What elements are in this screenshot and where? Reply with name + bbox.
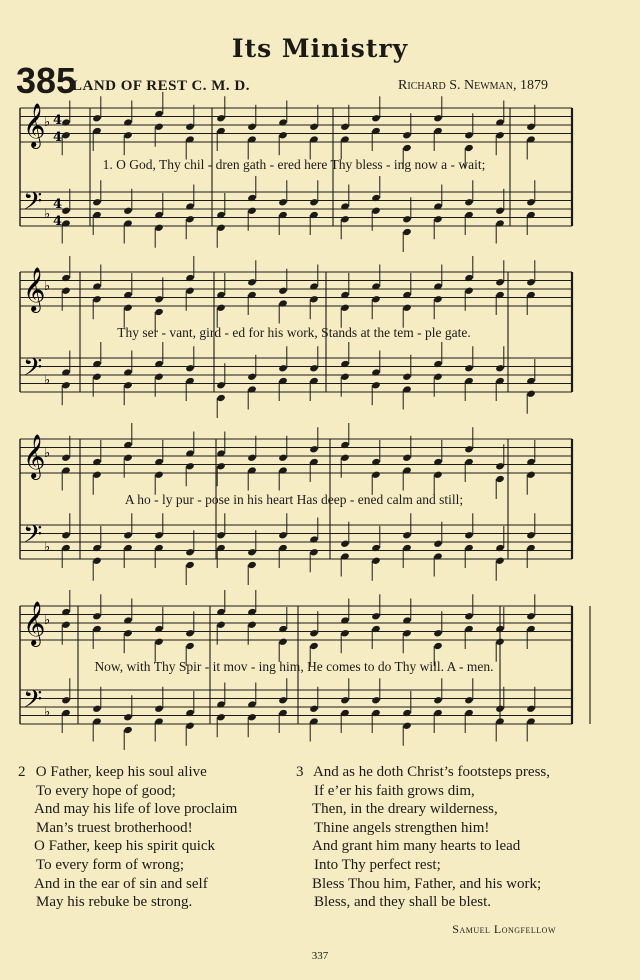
time-signature: 4 xyxy=(53,197,63,212)
verse-line: To every form of wrong; xyxy=(36,856,185,873)
verse-line: Man’s truest brotherhood! xyxy=(36,819,193,836)
flat-sign: ♭ xyxy=(44,373,51,388)
flat-sign: ♭ xyxy=(44,705,51,720)
verse-line: Into Thy perfect rest; xyxy=(314,856,441,873)
flat-sign: ♭ xyxy=(44,446,51,461)
bass-clef: 𝄢 xyxy=(23,685,43,720)
verse-2 xyxy=(18,763,237,912)
flat-sign: ♭ xyxy=(44,279,51,294)
time-signature: 4 xyxy=(53,214,63,229)
treble-clef: 𝄞 xyxy=(23,601,46,645)
treble-clef: 𝄞 xyxy=(23,434,46,478)
verse-line: To every hope of good; xyxy=(36,782,176,799)
verse-line: And grant him many hearts to lead xyxy=(312,838,521,855)
bass-clef: 𝄢 xyxy=(23,187,43,222)
lyric-line-4: Now, with Thy Spir - it mov - ing him, He comes to do Thy will. A - men. xyxy=(94,659,494,674)
author-credit: Samuel Longfellow xyxy=(452,922,556,936)
hymn-number: 385 xyxy=(16,60,77,101)
section-title: Its Ministry xyxy=(231,34,409,63)
verse-line: If e’er his faith grows dim, xyxy=(314,782,475,799)
flat-sign: ♭ xyxy=(44,540,51,555)
treble-clef: 𝄞 xyxy=(23,267,46,311)
time-signature: 4 xyxy=(53,130,63,145)
verse-line: May his rebuke be strong. xyxy=(36,894,193,911)
flat-sign: ♭ xyxy=(44,115,51,130)
time-signature: 4 xyxy=(53,113,63,128)
flat-sign: ♭ xyxy=(44,613,51,628)
bass-clef: 𝄢 xyxy=(23,353,43,388)
verse-line: 3 And as he doth Christ’s footsteps press, xyxy=(296,764,551,780)
lyric-line-3: A ho - ly pur - pose in his heart Has deep - ened calm and still; xyxy=(124,492,464,507)
tune-name: LAND OF REST C. M. D. xyxy=(72,78,251,94)
lyric-line-2: Thy ser - vant, gird - ed for his work, Stands at the tem - ple gate. xyxy=(117,325,471,340)
verse-line: And may his life of love proclaim xyxy=(34,801,238,818)
treble-clef: 𝄞 xyxy=(23,103,46,147)
verse-line: Bless, and they shall be blest. xyxy=(314,894,492,911)
composer-credit: Richard S. Newman, 1879 xyxy=(398,78,548,93)
verse-line: Bless Thou him, Father, and his work; xyxy=(312,875,542,892)
flat-sign: ♭ xyxy=(44,207,51,222)
verse-number: 3 xyxy=(296,764,304,780)
page-number: 337 xyxy=(311,950,329,962)
bass-clef: 𝄢 xyxy=(23,520,43,555)
verse-line: Thine angels strengthen him! xyxy=(314,819,490,836)
lyric-line-1: 1. O God, Thy chil - dren gath - ered here Thy bless - ing now a - wait; xyxy=(102,157,486,172)
verse-3 xyxy=(296,763,550,912)
verse-line: O Father, keep his spirit quick xyxy=(34,838,216,855)
verse-number: 2 xyxy=(18,764,26,780)
verse-line: 2 O Father, keep his soul alive xyxy=(18,764,207,780)
verse-line: And in the ear of sin and self xyxy=(34,875,208,892)
verse-line: Then, in the dreary wilderness, xyxy=(312,801,498,818)
